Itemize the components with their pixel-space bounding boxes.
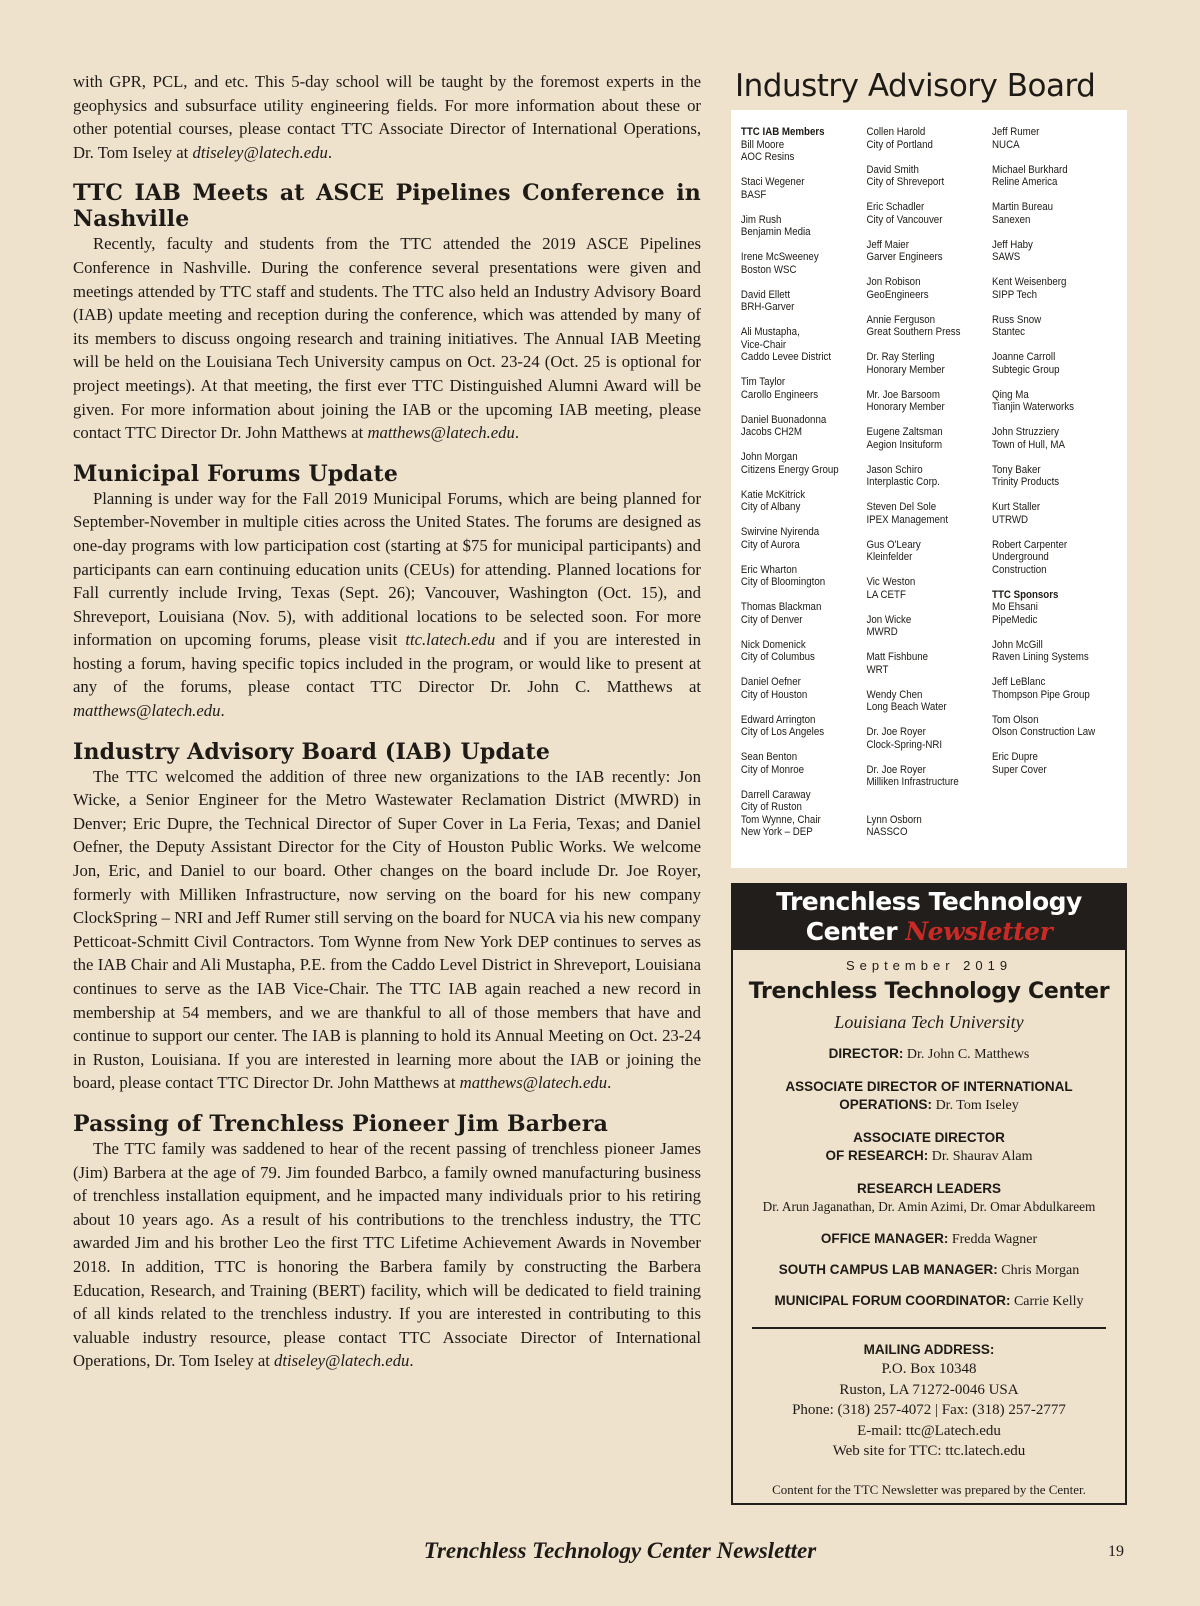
member-name: Matt Fishbune: [866, 651, 929, 663]
iab-member-entry: [992, 201, 1118, 226]
member-org: Carollo Engineers: [740, 388, 819, 401]
iab-members-grid: [731, 110, 1127, 868]
divider: [752, 1327, 1106, 1329]
member-name: Ali Mustapha,: [740, 326, 800, 338]
member-org: City of Columbus: [740, 651, 815, 663]
member-org: Raven Lining Systems: [992, 651, 1089, 663]
member-org: City of Ruston: [740, 801, 802, 813]
member-name: Daniel Oefner: [740, 676, 801, 688]
iab-section-heading: TTC Sponsors: [992, 588, 1059, 601]
member-name: Jeff Maier: [866, 238, 909, 251]
iab-member-entry: [992, 589, 1118, 627]
member-org: Milliken Infrastructure: [866, 776, 959, 788]
newsletter-info-box: [731, 950, 1127, 1505]
iab-member-entry: [866, 126, 992, 151]
member-org: City of Houston: [740, 688, 808, 701]
member-org: Town of Hull, MA: [992, 438, 1065, 451]
iab-member-entry: [866, 464, 992, 489]
member-org: Jacobs CH2M: [740, 426, 802, 438]
article-title: Municipal Forums Update: [73, 460, 399, 487]
iab-member-entry: [992, 164, 1118, 189]
member-org: MWRD: [866, 626, 898, 638]
member-org: Benjamin Media: [740, 226, 811, 238]
member-org: Stantec: [992, 326, 1025, 338]
iab-member-entry: [741, 176, 867, 201]
member-org: Boston WSC: [740, 263, 797, 276]
member-org: City of Los Angeles: [740, 726, 825, 738]
iab-member-entry: [866, 164, 992, 189]
member-org: WRT: [866, 663, 889, 676]
iab-member-entry: [866, 389, 992, 414]
member-org: City of Bloomington: [740, 576, 826, 588]
member-org: Aegion Insituform: [866, 438, 943, 451]
member-name: Kurt Staller: [992, 501, 1041, 513]
member-org: City of Denver: [740, 613, 803, 626]
phone-fax: Phone: (318) 257-4072 | Fax: (318) 257-2777: [792, 1402, 1066, 1418]
iab-member-entry: [866, 314, 992, 339]
member-name: Darrell Caraway: [740, 788, 811, 801]
member-name: Tony Baker: [992, 463, 1041, 476]
member-name: Robert Carpenter: [992, 538, 1068, 551]
member-name: Katie McKitrick: [740, 488, 806, 501]
website-address[interactable]: Web site for TTC: ttc.latech.edu: [832, 1443, 1026, 1459]
member-name: Jon Robison: [866, 276, 921, 288]
member-name: Dr. Joe Royer: [866, 763, 926, 776]
member-org: Super Cover: [992, 763, 1047, 776]
member-org: Garver Engineers: [866, 251, 943, 263]
iab-member-entry: [741, 601, 867, 626]
iab-member-entry: [992, 501, 1118, 526]
iab-member-entry: [866, 576, 992, 601]
member-org: AOC Resins: [740, 151, 795, 163]
iab-member-entry: [741, 676, 867, 701]
member-org: Tom Wynne, Chair: [740, 813, 821, 826]
member-org: Great Southern Press: [866, 326, 961, 338]
member-name: Vic Weston: [866, 576, 916, 588]
iab-member-entry: [866, 351, 992, 376]
iab-member-entry: [741, 564, 867, 589]
member-org: City of Monroe: [740, 763, 805, 776]
article-iab-update: [73, 739, 701, 1095]
iab-member-entry: [866, 689, 992, 714]
iab-member-entry: [866, 539, 992, 564]
main-column: [73, 70, 701, 1373]
member-name: Eric Dupre: [992, 751, 1038, 763]
iab-member-entry: [741, 126, 867, 164]
member-org: Construction: [992, 563, 1047, 576]
member-name: Jeff Rumer: [992, 126, 1040, 138]
member-name: Nick Domenick: [740, 638, 806, 651]
member-org: City of Vancouver: [866, 213, 943, 226]
forum-coordinator-row: MUNICIPAL FORUM COORDINATOR: Carrie Kelly: [774, 1293, 1084, 1309]
member-name: Mr. Joe Barsoom: [866, 388, 940, 401]
iab-member-entry: [741, 451, 867, 476]
member-name: Wendy Chen: [866, 688, 923, 701]
member-name: David Ellett: [740, 288, 791, 301]
article-title: Passing of Trenchless Pioneer Jim Barbera: [73, 1110, 609, 1137]
member-org: Kleinfelder: [866, 551, 913, 563]
member-name: Lynn Osborn: [866, 813, 922, 826]
member-name: Mo Ehsani: [992, 601, 1038, 613]
mailing-address: MAILING ADDRESS: P.O. Box 10348 Ruston, LA 71272-0046 USA Phone: (318) 257-4072 | Fax: (318) 257-2777 E-mail: ttc@Latech.edu Web site for TTC: ttc.latech.edu: [747, 1341, 1111, 1462]
iab-member-entry: [992, 714, 1118, 739]
member-org: Tianjin Waterworks: [992, 401, 1074, 413]
member-name: Jon Wicke: [866, 613, 912, 626]
member-org: New York – DEP: [740, 826, 813, 838]
research-leaders-row: RESEARCH LEADERS Dr. Arun Jaganathan, Dr. Amin Azimi, Dr. Omar Abdulkareem: [762, 1181, 1096, 1214]
iab-member-entry: [866, 239, 992, 264]
masthead-title: Trenchless Technology: [776, 887, 1082, 916]
member-name: Joanne Carroll: [992, 351, 1056, 363]
iab-member-entry: [992, 639, 1118, 664]
member-org: Trinity Products: [992, 476, 1060, 488]
iab-member-entry: [992, 126, 1118, 151]
member-org: BRH-Garver: [740, 301, 795, 313]
iab-member-entry: [866, 501, 992, 526]
member-name: Jeff LeBlanc: [992, 676, 1046, 688]
iab-member-entry: [741, 289, 867, 314]
article-body: The TTC welcomed the addition of three new organizations to the IAB recently: Jon Wicke, a Senior Engineer for the Metro Wastewater Reclamation District (MWRD) in Denver; Eric Dupre, the Technical Director of Super Cover in La Feria, Texas; and Daniel Oefner, the Deputy Assistant Director for the City of Houston Public Works. We welcome Jon, Eric, and Daniel to our board. Other changes on the board include Dr. Joe Royer, formerly with Milliken Infrastructure, now serving on the board for his new company ClockSpring – NRI and Jeff Rumer still serving on the board for NUCA via his new company Petticoat-Schmitt Civil Contractors. Tom Wynne from New York DEP continues to serves as the IAB Chair and Ali Mustapha, P.E. from the Caddo Level District in Shreveport, Louisiana continues to serve as the IAB Vice-Chair. The TTC IAB again reached a new record in membership at 54 members, and we are thankful to all of those members that have and continue to support our center. The IAB is planning to hold its Annual Meeting on Oct. 23-24 in Ruston, Louisiana. If you are interested in learning more about the IAB or joining the board, please contact TTC Director Dr. John Matthews at matthews@latech.edu.: [73, 766, 701, 1093]
article-body: Planning is under way for the Fall 2019 Municipal Forums, which are being planned for September-November in multiple cities across the United States. The forums are designed as one-day programs with low participation cost (starting at $75 for municipal participants) and participants can earn continuing education units (CEUs) for attending. Planned locations for Fall currently include Irving, Texas (Sept. 26); Vancouver, Washington (Oct. 15), and Shreveport, Louisiana (Nov. 5), with additional locations to be selected soon. For more information on upcoming forums, please visit ttc.latech.edu and if you are interested in hosting a forum, having specific topics included in the program, or would like to present at any of the forums, please contact TTC Director Dr. John C. Matthews at matthews@latech.edu.: [73, 488, 701, 721]
member-name: Daniel Buonadonna: [740, 413, 827, 426]
org-name: Trenchless Technology Center: [748, 979, 1110, 1004]
iab-member-entry: [992, 676, 1118, 701]
iab-member-entry: [741, 489, 867, 514]
member-name: Gus O'Leary: [866, 538, 921, 551]
member-org: Olson Construction Law: [992, 726, 1096, 738]
email-link[interactable]: matthews@latech.edu: [459, 1073, 608, 1093]
member-org: Thompson Pipe Group: [992, 688, 1090, 701]
member-name: Qing Ma: [992, 388, 1029, 401]
footer-title: Trenchless Technology Center Newsletter: [423, 1538, 817, 1563]
iab-heading: Industry Advisory Board: [735, 68, 1096, 104]
iab-member-entry: [992, 239, 1118, 264]
iab-members-panel: [731, 110, 1127, 868]
member-org: BASF: [740, 188, 767, 201]
member-name: John Struzziery: [992, 426, 1060, 438]
member-name: David Smith: [866, 163, 919, 176]
iab-member-entry: [992, 464, 1118, 489]
member-name: Steven Del Sole: [866, 501, 937, 513]
member-name: Dr. Ray Sterling: [866, 351, 935, 363]
member-name: Michael Burkhard: [992, 163, 1068, 176]
member-org: IPEX Management: [866, 513, 949, 526]
footnote: Content for the TTC Newsletter was prepared by the Center.: [772, 1481, 1086, 1497]
iab-member-entry: [866, 726, 992, 751]
member-name: Jason Schiro: [866, 463, 923, 476]
article-body: The TTC family was saddened to hear of the recent passing of trenchless pioneer James (Jim) Barbera at the age of 79. Jim founded Barbco, a family owned manufacturing business of trenchless installation equipment, and he impacted many individuals prior to his retiring about 10 years ago. As a result of his contributions to the trenchless industry, the TTC awarded Jim and his brother Leo the first TTC Lifetime Achievement Awards in November 2018. In addition, TTC is honoring the Barbera family by constructing the Barbera Education, Research, and Training (BERT) facility, which will be dedicated to field training of all kinds related to the trenchless industry. If you are interested in contributing to this valuable industry resource, please contact TTC Associate Director of International Operations, Dr. Tom Iseley at dtiseley@latech.edu.: [73, 1138, 701, 1371]
iab-column: [741, 126, 867, 868]
lab-manager-row: SOUTH CAMPUS LAB MANAGER: Chris Morgan: [778, 1262, 1080, 1278]
member-name: Martin Bureau: [992, 201, 1054, 213]
assoc-intl-row: ASSOCIATE DIRECTOR OF INTERNATIONAL OPERATIONS: Dr. Tom Iseley: [785, 1079, 1073, 1113]
iab-member-entry: [866, 276, 992, 301]
member-org: Clock-Spring-NRI: [866, 738, 943, 751]
iab-member-entry: [741, 526, 867, 551]
member-org: City of Aurora: [740, 538, 800, 551]
member-org: GeoEngineers: [866, 288, 929, 301]
iab-member-entry: [866, 201, 992, 226]
member-name: Eric Schadler: [866, 201, 925, 213]
member-name: Edward Arrington: [740, 713, 816, 726]
article-iab-pipelines: [73, 180, 701, 444]
assoc-research-row: ASSOCIATE DIRECTOR OF RESEARCH: Dr. Shaurav Alam: [825, 1130, 1033, 1164]
masthead-newsletter: Newsletter: [905, 917, 1053, 946]
member-org: SAWS: [992, 251, 1021, 263]
iab-member-entry: [992, 276, 1118, 301]
iab-member-entry: [992, 351, 1118, 376]
iab-member-entry: [866, 814, 992, 839]
member-org: Reline America: [992, 176, 1058, 188]
member-name: Jeff Haby: [992, 238, 1033, 251]
email-link[interactable]: dtiseley@latech.edu: [192, 142, 328, 162]
member-org: City of Portland: [866, 138, 933, 151]
iab-member-entry: [866, 651, 992, 676]
iab-section-heading: TTC IAB Members: [740, 126, 825, 138]
member-org: NASSCO: [866, 826, 908, 838]
member-org: UTRWD: [992, 513, 1029, 526]
member-org: PipeMedic: [992, 613, 1038, 626]
member-name: Tim Taylor: [740, 376, 786, 388]
member-org: Interplastic Corp.: [866, 476, 940, 488]
iab-member-entry: [741, 376, 867, 401]
member-name: Collen Harold: [866, 126, 926, 138]
email-link[interactable]: matthews@latech.edu: [367, 423, 515, 443]
member-name: Jim Rush: [740, 213, 782, 226]
iab-column: [992, 126, 1118, 868]
member-name: Thomas Blackman: [740, 601, 822, 613]
member-org: NUCA: [992, 138, 1020, 151]
issue-date: September 2019: [845, 958, 1013, 973]
member-org: Subtegic Group: [992, 363, 1060, 376]
iab-member-entry: [741, 639, 867, 664]
member-name: Kent Weisenberg: [992, 276, 1067, 288]
member-name: Eugene Zaltsman: [866, 426, 943, 438]
member-org: Vice-Chair: [740, 338, 787, 351]
article-municipal-forums: [73, 461, 701, 723]
member-name: Annie Ferguson: [866, 313, 936, 326]
masthead-center: Center: [805, 917, 898, 946]
website-link[interactable]: ttc.latech.edu: [405, 630, 496, 650]
member-org: Honorary Member: [866, 401, 945, 413]
article-body: Recently, faculty and students from the TTC attended the 2019 ASCE Pipelines Conference in Nashville. During the conference several presentations were given and meetings attended by TTC staff and students. The TTC also held an Industry Advisory Board (IAB) update meeting and reception during the conference, which was attended by many of its members to discuss ongoing research and training initiatives. The Annual IAB Meeting will be held on the Louisiana Tech University campus on Oct. 23-24 (Oct. 25 is optional for project meetings). At that meeting, the first ever TTC Distinguished Alumni Award will be given. For more information about joining the IAB or the upcoming IAB meeting, please contact TTC Director Dr. John Matthews at matthews@latech.edu.: [73, 234, 701, 443]
sidebar: [731, 66, 1127, 1505]
iab-member-entry: [741, 789, 867, 839]
iab-member-entry: [741, 714, 867, 739]
iab-member-entry: [992, 314, 1118, 339]
member-name: Irene McSweeney: [740, 251, 819, 263]
iab-member-entry: [741, 214, 867, 239]
member-org: Citizens Energy Group: [740, 463, 839, 476]
member-name: Tom Olson: [992, 713, 1039, 726]
member-name: John Morgan: [740, 451, 798, 463]
iab-column: [866, 126, 992, 868]
member-org: City of Shreveport: [866, 176, 945, 188]
iab-member-entry: [741, 414, 867, 439]
member-name: Eric Wharton: [740, 563, 798, 576]
member-org: Honorary Member: [866, 363, 945, 376]
article-title: Industry Advisory Board (IAB) Update: [73, 738, 551, 765]
member-org: City of Albany: [740, 501, 801, 513]
iab-member-entry: [866, 614, 992, 639]
member-org: SIPP Tech: [992, 288, 1038, 301]
article-jim-barbera: [73, 1111, 701, 1373]
iab-member-entry: [741, 751, 867, 776]
member-org: Caddo Levee District: [740, 351, 832, 363]
member-org: Sanexen: [992, 213, 1031, 226]
iab-member-entry: [992, 751, 1118, 776]
newsletter-masthead: [731, 883, 1127, 950]
iab-member-entry: [741, 326, 867, 364]
intro-paragraph: with GPR, PCL, and etc. This 5-day school will be taught by the foremost experts in the geophysics and subsurface utility engineering fields. For more information about these or other potential courses, please contact TTC Associate Director of International Operations, Dr. Tom Iseley at dtiseley@latech.edu.: [73, 72, 701, 162]
email-link[interactable]: matthews@latech.edu: [73, 701, 221, 721]
page-number: 19: [1108, 1543, 1124, 1560]
iab-member-entry: [866, 764, 992, 789]
university-name: Louisiana Tech University: [834, 1012, 1024, 1032]
member-org: LA CETF: [866, 588, 906, 601]
office-manager-row: OFFICE MANAGER: Fredda Wagner: [820, 1231, 1038, 1247]
email-link[interactable]: dtiseley@latech.edu: [274, 1351, 410, 1371]
member-name: Russ Snow: [992, 313, 1042, 326]
email-address[interactable]: E-mail: ttc@Latech.edu: [857, 1422, 1001, 1439]
iab-member-entry: [992, 389, 1118, 414]
member-org: Long Beach Water: [866, 701, 947, 713]
iab-member-entry: [992, 426, 1118, 451]
member-name: Sean Benton: [740, 751, 798, 763]
iab-member-entry: [866, 426, 992, 451]
member-name: Bill Moore: [740, 138, 785, 151]
iab-member-entry: [992, 539, 1118, 577]
member-name: Staci Wegener: [740, 176, 805, 188]
member-org: Underground: [992, 551, 1049, 563]
article-title: TTC IAB Meets at ASCE Pipelines Conference in Nashville: [73, 180, 701, 233]
member-name: Swirvine Nyirenda: [740, 526, 820, 538]
member-name: Dr. Joe Royer: [866, 726, 926, 738]
director-row: DIRECTOR: Dr. John C. Matthews: [828, 1046, 1030, 1062]
iab-member-entry: [741, 251, 867, 276]
member-name: John McGill: [992, 638, 1043, 651]
